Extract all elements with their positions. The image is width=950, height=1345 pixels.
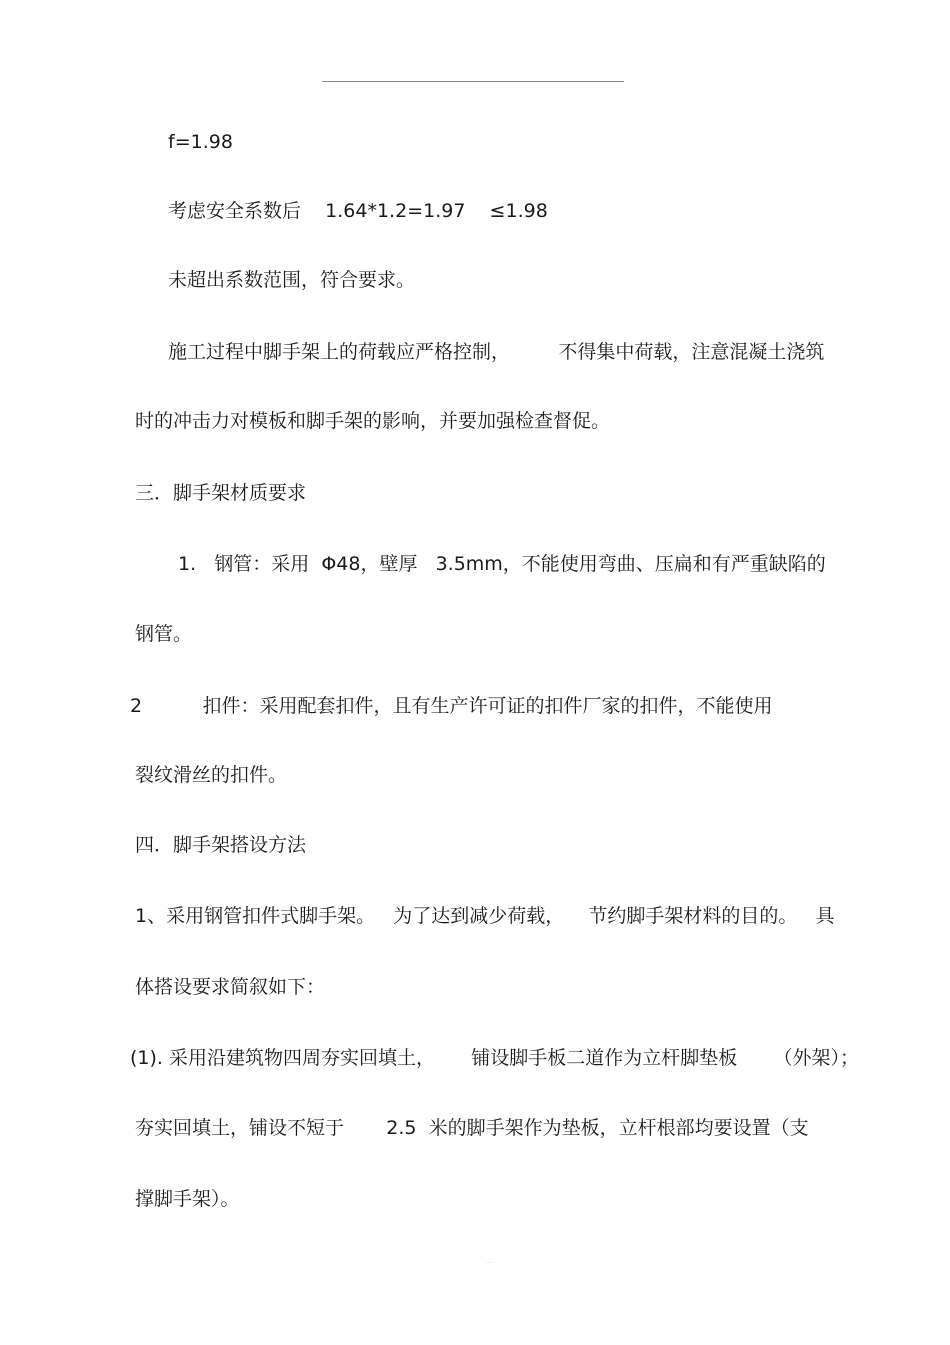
text-line-requirements: 体搭设要求简叙如下： (135, 976, 326, 998)
header-rule (322, 81, 624, 82)
text-line-fastener: 2 扣件：采用配套扣件，且有生产许可证的扣件厂家的扣件，不能使用 (130, 695, 773, 717)
text-line-load-control: 施工过程中脚手架上的荷载应严格控制， 不得集中荷载，注意混凝土浇筑 (168, 341, 825, 363)
text-line-safety-factor: 考虑安全系数后 1.64*1.2=1.97 ≤1.98 (168, 200, 548, 222)
text-line-f-value: f=1.98 (168, 131, 233, 153)
text-line-steel-pipe-cont: 钢管。 (135, 623, 193, 645)
text-line-base-plate: 夯实回填土，铺设不短于 2.5 米的脚手架作为垫板，立杆根部均要设置（支 (135, 1117, 809, 1139)
text-line-within-range: 未超出系数范围，符合要求。 (168, 269, 416, 291)
text-line-steel-pipe: 1. 钢管：采用 Φ48，壁厚 3.5mm，不能使用弯曲、压扁和有严重缺陷的 (178, 553, 826, 575)
text-line-impact-force: 时的冲击力对模板和脚手架的影响，并要加强检查督促。 (135, 410, 611, 432)
text-line-scaffold-type: 1、采用钢管扣件式脚手架。 为了达到减少荷载， 节约脚手架材料的目的。 具 (135, 905, 835, 927)
text-line-fastener-cont: 裂纹滑丝的扣件。 (135, 764, 288, 786)
text-line-backfill: (1). 采用沿建筑物四周夯实回填土， 铺设脚手板二道作为立杆脚垫板 （外架）； (130, 1047, 859, 1069)
section-heading-material: 三．脚手架材质要求 (135, 482, 307, 504)
text-line-support: 撑脚手架）。 (135, 1188, 240, 1210)
section-heading-erection: 四．脚手架搭设方法 (135, 834, 307, 856)
footer-mark: ... (487, 1259, 492, 1265)
